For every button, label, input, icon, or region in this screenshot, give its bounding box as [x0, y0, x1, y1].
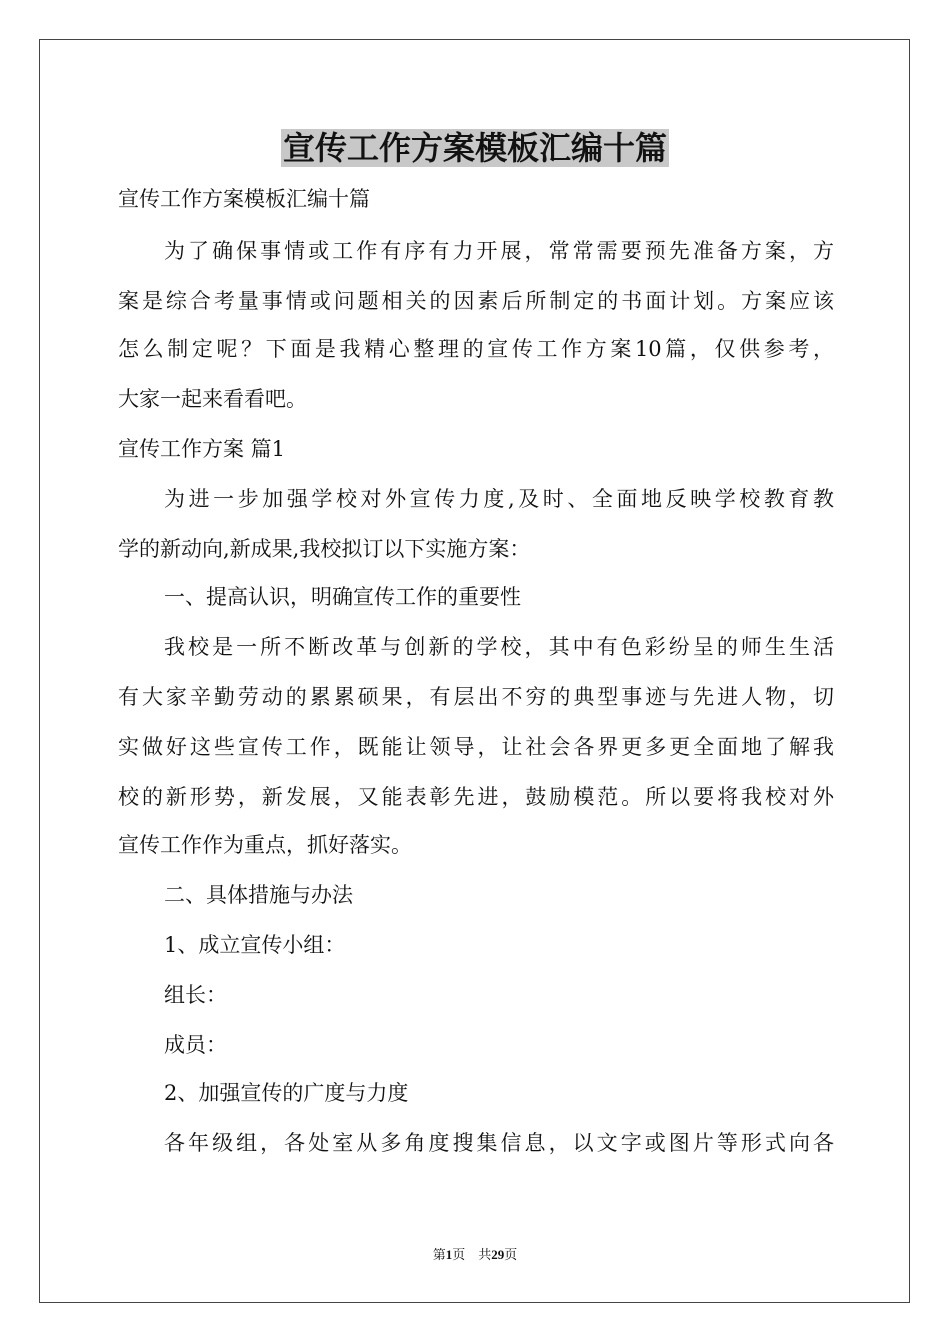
paragraph-line: 实做好这些宣传工作，既能让领导，让社会各界更多更全面地了解我 — [118, 735, 834, 759]
document-title — [0, 126, 950, 170]
footer-total-pages: 29 — [491, 1247, 505, 1262]
paragraph-line: 有大家辛勤劳动的累累硕果，有层出不穷的典型事迹与先进人物，切 — [118, 685, 834, 709]
paragraph-line: 大家一起来看看吧。 — [118, 387, 307, 411]
subsection-heading: 二、具体措施与办法 — [164, 883, 353, 907]
footer-mid: 页 共 — [452, 1247, 492, 1262]
list-item: 1、成立宣传小组： — [164, 933, 346, 957]
list-item: 组长： — [164, 983, 227, 1007]
subtitle-line: 宣传工作方案模板汇编十篇 — [118, 187, 370, 211]
paragraph-line: 为了确保事情或工作有序有力开展，常常需要预先准备方案，方 — [164, 239, 834, 263]
subsection-heading: 一、提高认识，明确宣传工作的重要性 — [164, 585, 521, 609]
page-footer — [0, 1246, 950, 1264]
footer-prefix: 第 — [432, 1247, 446, 1262]
section-heading: 宣传工作方案 篇1 — [118, 437, 286, 461]
footer-suffix: 页 — [504, 1247, 518, 1262]
page-border — [39, 39, 910, 1303]
list-item: 成员： — [164, 1033, 227, 1057]
paragraph-line: 校的新形势，新发展，又能表彰先进，鼓励模范。所以要将我校对外 — [118, 785, 834, 809]
paragraph-line: 宣传工作作为重点，抓好落实。 — [118, 833, 412, 857]
paragraph-line: 学的新动向,新成果,我校拟订以下实施方案： — [118, 537, 531, 561]
paragraph-line: 我校是一所不断改革与创新的学校，其中有色彩纷呈的师生生活 — [164, 635, 834, 659]
paragraph-line: 为进一步加强学校对外宣传力度,及时、全面地反映学校教育教 — [164, 487, 834, 511]
document-title-text: 宣传工作方案模板汇编十篇 — [282, 129, 667, 167]
footer-page-number: 1 — [445, 1247, 453, 1262]
paragraph-line: 案是综合考量事情或问题相关的因素后所制定的书面计划。方案应该 — [118, 289, 834, 313]
paragraph-line: 怎么制定呢？下面是我精心整理的宣传工作方案10篇，仅供参考， — [118, 337, 834, 361]
list-item: 2、加强宣传的广度与力度 — [164, 1081, 409, 1105]
paragraph-line: 各年级组，各处室从多角度搜集信息，以文字或图片等形式向各 — [164, 1131, 834, 1155]
